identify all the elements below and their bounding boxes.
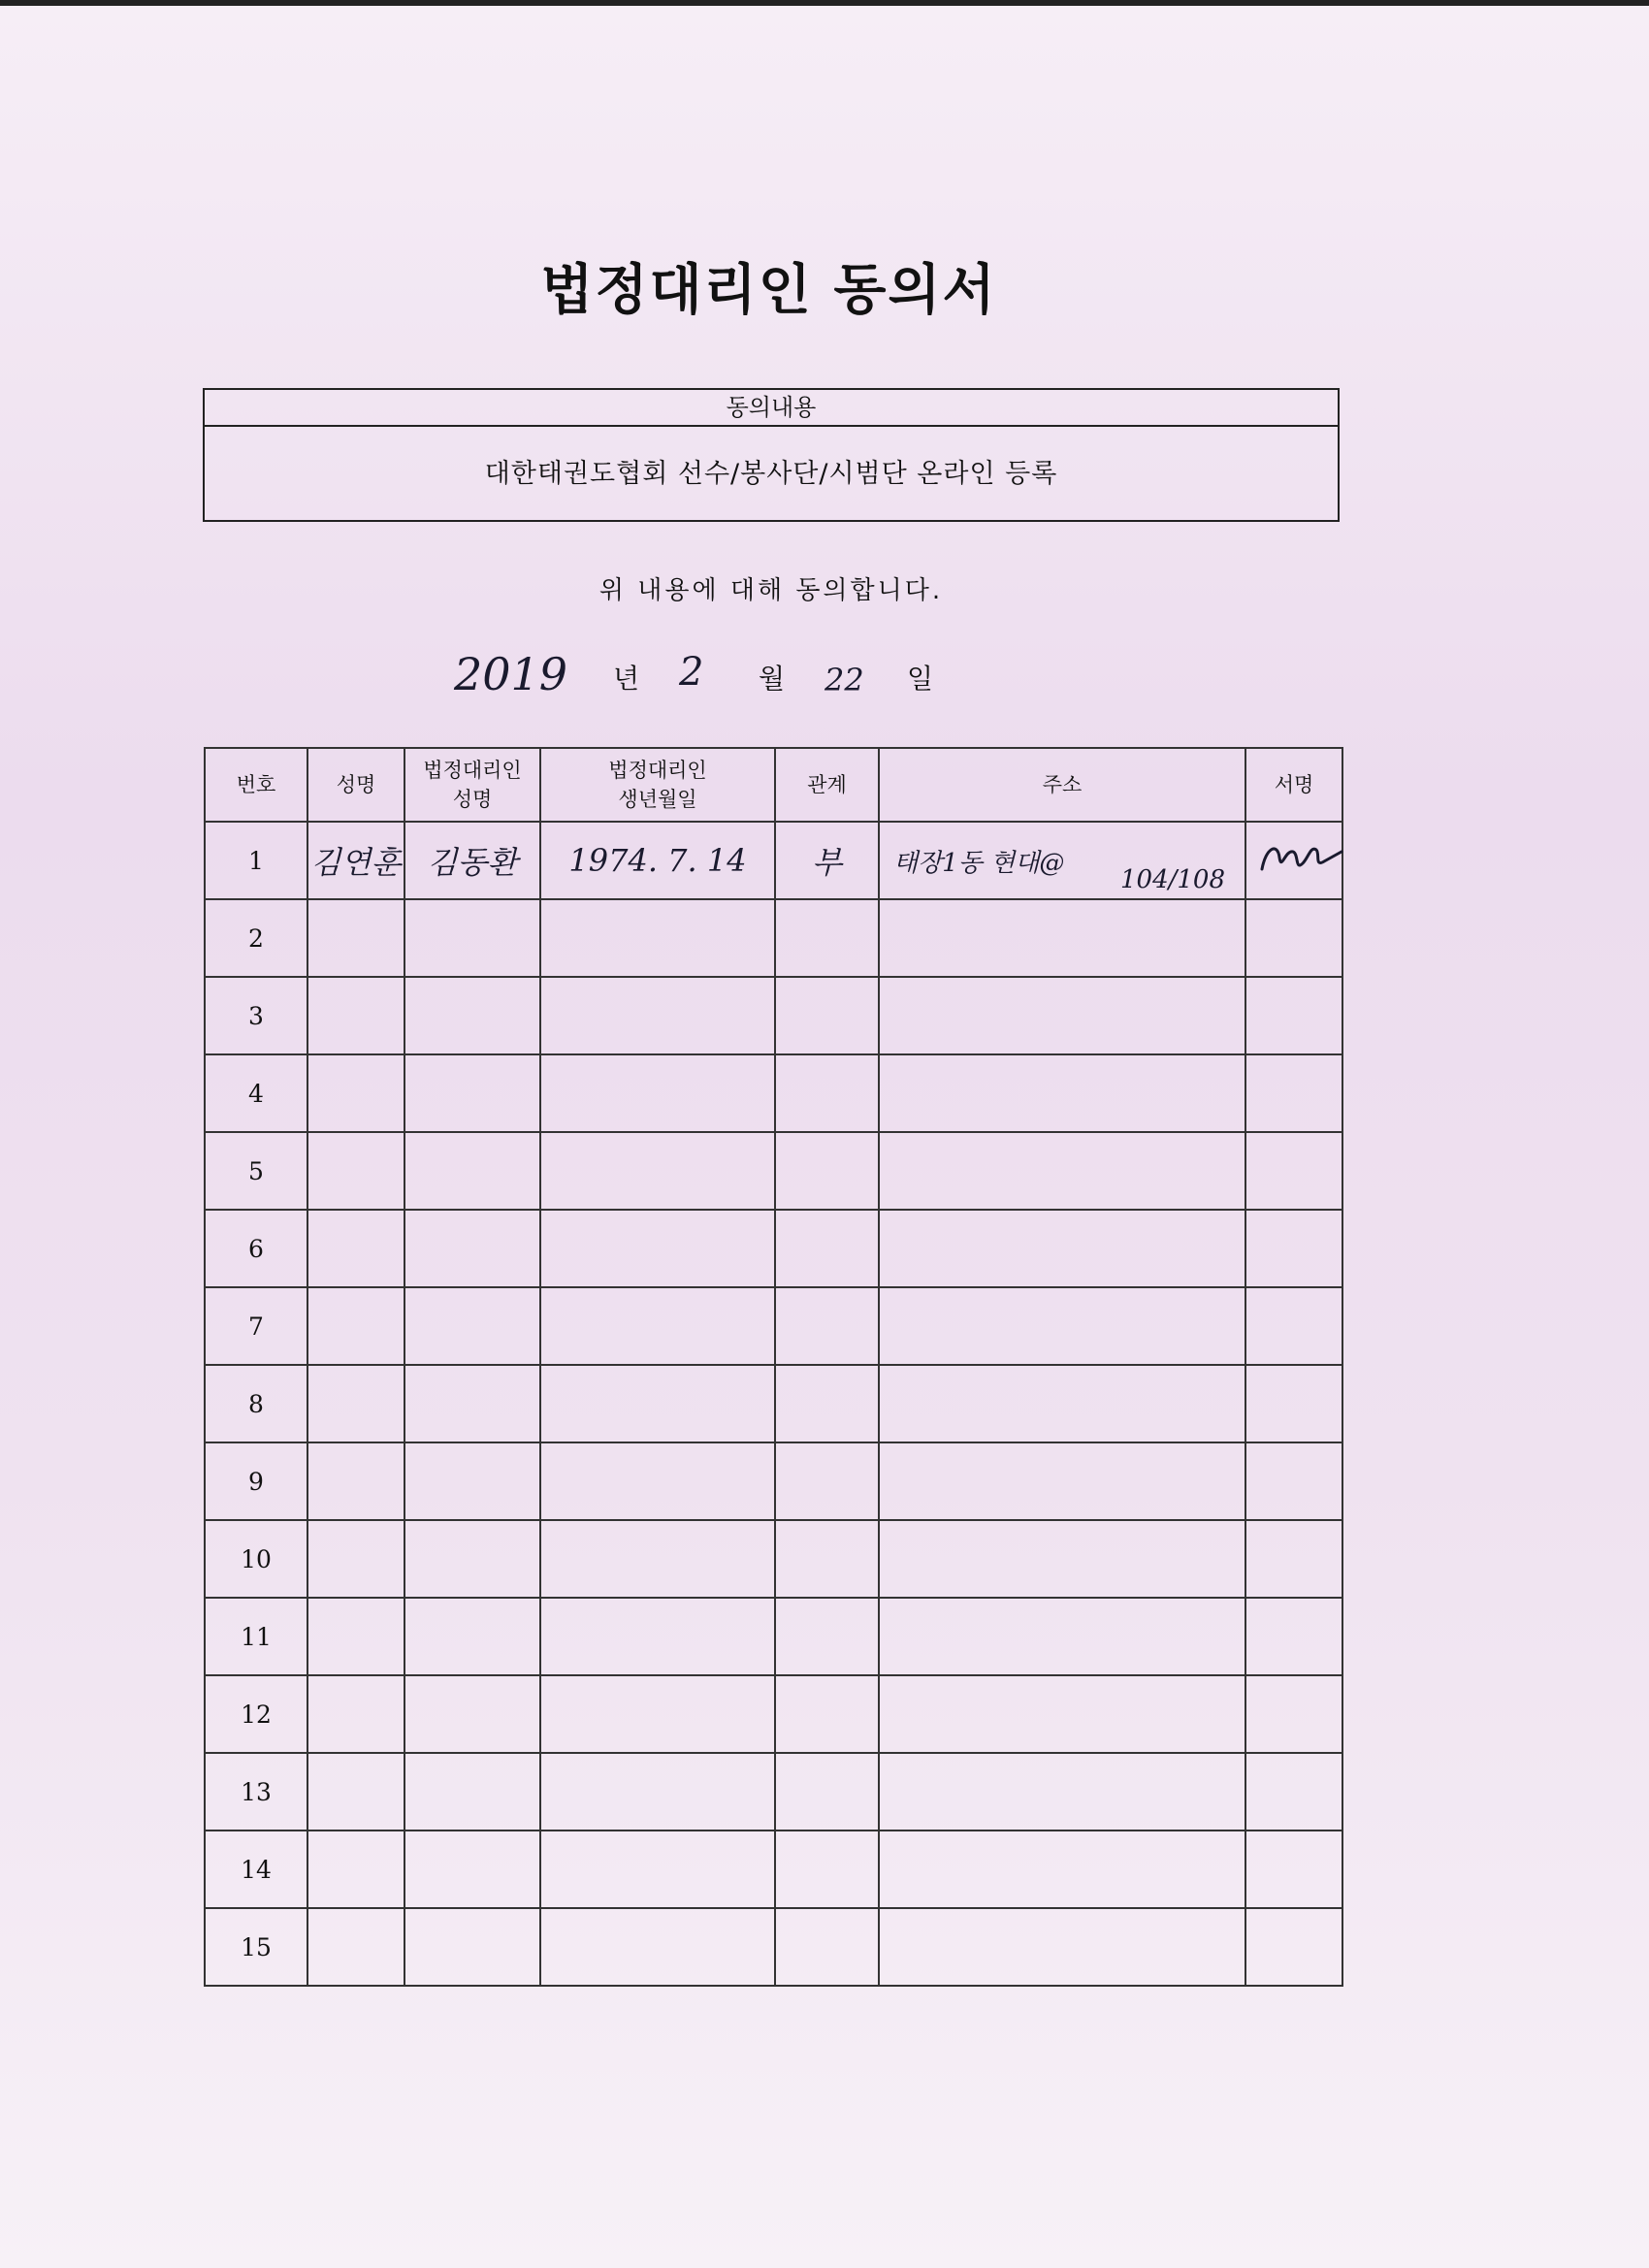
- table-row: [205, 822, 1342, 899]
- day-label: 일: [907, 663, 934, 695]
- row-number: 9: [205, 1442, 307, 1520]
- row-number: 1: [205, 822, 307, 899]
- table-row: [205, 1675, 1342, 1753]
- signature-scribble-icon: [1256, 828, 1343, 887]
- table-row: [205, 1831, 1342, 1908]
- handwritten-relation: 부: [812, 844, 842, 881]
- consent-content: 대한태권도협회 선수/봉사단/시범단 온라인 등록: [484, 459, 1058, 489]
- date-row: [0, 648, 1649, 716]
- date-day: 22: [824, 662, 864, 698]
- signature-mark: [1246, 823, 1342, 898]
- header-guardian-birth: 법정대리인 생년월일: [540, 748, 775, 822]
- row-number: 7: [205, 1287, 307, 1365]
- handwritten-address: 태장1동 현대@: [893, 848, 1065, 878]
- table-row: [205, 1054, 1342, 1132]
- row-number: 6: [205, 1210, 307, 1287]
- table-header-row: [205, 748, 1342, 822]
- header-no: 번호: [205, 748, 307, 822]
- scan-edge: [0, 0, 1649, 6]
- row-number: 12: [205, 1675, 307, 1753]
- table-row: [205, 1753, 1342, 1831]
- row-number: 11: [205, 1598, 307, 1675]
- row-number: 2: [205, 899, 307, 977]
- row-number: 5: [205, 1132, 307, 1210]
- row-number: 14: [205, 1831, 307, 1908]
- row-number: 10: [205, 1520, 307, 1598]
- table-row: [205, 1442, 1342, 1520]
- table-row: [205, 1598, 1342, 1675]
- handwritten-address-unit: 104/108: [1119, 865, 1225, 894]
- row-number: 4: [205, 1054, 307, 1132]
- row-number: 13: [205, 1753, 307, 1831]
- header-name: 성명: [307, 748, 404, 822]
- table-row: [205, 1132, 1342, 1210]
- header-guardian-name: 법정대리인 성명: [404, 748, 540, 822]
- handwritten-guardian-name: 김동환: [427, 844, 518, 881]
- document-title: 법정대리인 동의서: [540, 259, 997, 322]
- header-signature: 서명: [1245, 748, 1342, 822]
- header-relation: 관계: [775, 748, 879, 822]
- year-label: 년: [613, 663, 640, 695]
- table-row: [205, 977, 1342, 1054]
- header-address: 주소: [879, 748, 1245, 822]
- consent-heading: 동의내용: [205, 390, 1338, 427]
- agree-statement: 위 내용에 대해 동의합니다.: [598, 576, 944, 605]
- table-row: [205, 899, 1342, 977]
- date-month: 2: [679, 650, 704, 695]
- table-row: [205, 1287, 1342, 1365]
- table-row: [205, 1365, 1342, 1442]
- date-year: 2019: [454, 648, 568, 700]
- row-number: 15: [205, 1908, 307, 1986]
- handwritten-guardian-birth: 1974. 7. 14: [568, 842, 747, 879]
- roster-table: [204, 747, 1343, 1987]
- month-label: 월: [759, 663, 786, 695]
- consent-box: [203, 388, 1340, 522]
- row-number: 8: [205, 1365, 307, 1442]
- row-number: 3: [205, 977, 307, 1054]
- table-row: [205, 1520, 1342, 1598]
- table-row: [205, 1210, 1342, 1287]
- table-row: [205, 1908, 1342, 1986]
- handwritten-name: 김연훈: [310, 844, 402, 881]
